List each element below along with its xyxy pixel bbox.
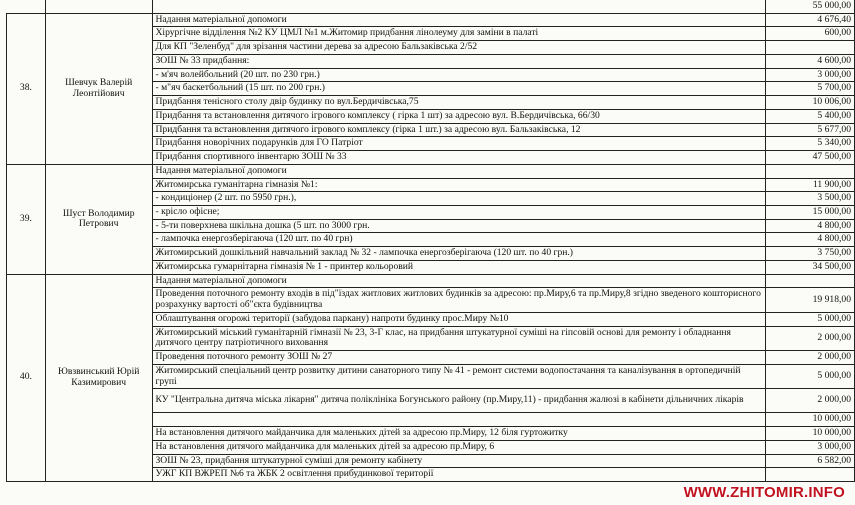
expense-description: На встановлення дитячого майданчика для маленьких дітей за адресою пр.Миру, 12 біля гуртожитку — [152, 427, 766, 441]
deputy-name: Шевчук Валерій Леонтійович — [45, 13, 152, 164]
expense-description: Придбання новорічних подарунків для ГО Патріот — [152, 137, 766, 151]
amount-cell — [766, 274, 855, 288]
expense-description: Проведення поточного ремонту ЗОШ № 27 — [152, 351, 766, 365]
amount-cell: 34 500,00 — [766, 260, 855, 274]
amount-cell: 5 400,00 — [766, 109, 855, 123]
expense-description: - 5-ти поверхнева шкільна дошка (5 шт. по 3000 грн. — [152, 219, 766, 233]
site-watermark: WWW.ZHITOMIR.INFO — [683, 484, 845, 501]
deputy-name: Ювзвинський Юрій Казимирович — [45, 274, 152, 481]
amount-cell: 6 582,00 — [766, 454, 855, 468]
expense-description: - крісло офісне; — [152, 206, 766, 220]
expense-description: Житомирська гуманітарна гімназія №1: — [152, 178, 766, 192]
amount-cell: 5 340,00 — [766, 137, 855, 151]
table-row — [7, 274, 855, 288]
expense-description: Житомирська гумарнітарна гімназія № 1 - принтер кольоровий — [152, 260, 766, 274]
expense-description: Придбання спортивного інвентарю ЗОШ № 33 — [152, 151, 766, 165]
amount-cell: 15 000,00 — [766, 206, 855, 220]
expense-description: КУ "Центральна дитяча міська лікарня" дитяча поліклініка Богунського району (пр.Миру,11) - придбання жалюзі в кабінети дільничних лікарів — [152, 389, 766, 413]
amount-cell: 2 000,00 — [766, 351, 855, 365]
budget-table — [6, 0, 855, 482]
amount-cell: 10 006,00 — [766, 96, 855, 110]
expense-description: ЗОШ № 23, придбання штукатурної суміші для ремонту кабінету — [152, 454, 766, 468]
amount-cell: 2 000,00 — [766, 326, 855, 350]
amount-cell — [766, 468, 855, 482]
amount-cell: 2 000,00 — [766, 389, 855, 413]
amount-cell: 5 700,00 — [766, 82, 855, 96]
amount-cell: 11 900,00 — [766, 178, 855, 192]
amount-cell: 10 000,00 — [766, 413, 855, 427]
table-row — [7, 164, 855, 178]
deputy-name: Шуст Володимир Петрович — [45, 164, 152, 274]
amount-cell: 5 000,00 — [766, 364, 855, 388]
expense-description: - м'яч волейбольний (20 шт. по 230 грн.) — [152, 68, 766, 82]
amount-cell: 3 000,00 — [766, 440, 855, 454]
row-number: 39. — [7, 164, 46, 274]
expense-description: ЗОШ № 33 придбання: — [152, 54, 766, 68]
amount-cell: 10 000,00 — [766, 427, 855, 441]
expense-description: Житомирський міський гуманітарній гімназії № 23, 3-Г клас, на придбання штукатурної суміші на гіпсовій основі для ремонту і обладнання дитячого центру патріотичного виховання — [152, 326, 766, 350]
expense-description: Хірургічне відділення №2 КУ ЦМЛ №1 м.Житомир придбання лінолеуму для заміни в палаті — [152, 27, 766, 41]
expense-description: Для КП "Зеленбуд" для зрізання частини дерева за адресою Бальзаківська 2/52 — [152, 41, 766, 55]
amount-cell — [766, 41, 855, 55]
expense-description: УЖГ КП ВЖРЕП №6 та ЖБК 2 освітлення прибудинкової території — [152, 468, 766, 482]
amount-cell — [766, 164, 855, 178]
expense-description: Придбання та встановлення дитячого ігрового комплексу ( гірка 1 шт) за адресою вул. В.Бердичівська, 66/30 — [152, 109, 766, 123]
expense-description: - кондиціонер (2 шт. по 5950 грн.), — [152, 192, 766, 206]
expense-description: Надання матеріальної допомоги — [152, 274, 766, 288]
amount-cell: 4 800,00 — [766, 219, 855, 233]
expense-description: Житомирський спеціальний центр розвитку дитини санаторного типу № 41 - ремонт системи водопостачання та каналізування в ортопедичній групі — [152, 364, 766, 388]
amount-cell: 4 800,00 — [766, 233, 855, 247]
amount-cell: 55 000,00 — [766, 0, 855, 13]
expense-description: На встановлення дитячого майданчика для маленьких дітей за адресою пр.Миру, 6 — [152, 440, 766, 454]
expense-description: Надання матеріальної допомоги — [152, 164, 766, 178]
empty-cell — [7, 0, 46, 13]
expense-description: Житомирський дошкільний навчальний заклад № 32 - лампочка енергозберігаюча (120 шт. по 40 грн.) — [152, 247, 766, 261]
table-row — [7, 13, 855, 27]
amount-cell: 600,00 — [766, 27, 855, 41]
expense-description: Надання матеріальної допомоги — [152, 13, 766, 27]
expense-description: - лампочка енергозберігаюча (120 шт. по 40 грн) — [152, 233, 766, 247]
amount-cell: 4 600,00 — [766, 54, 855, 68]
row-number: 40. — [7, 274, 46, 481]
expense-description: Придбання тенісного столу двір будинку по вул.Бердичівська,75 — [152, 96, 766, 110]
amount-cell: 5 677,00 — [766, 123, 855, 137]
expense-description: - м"яч баскетбольний (15 шт. по 200 грн.) — [152, 82, 766, 96]
expense-description: Придбання та встановлення дитячого ігрового комплексу (гірка 1 шт.) за адресою вул. Бальзаківська, 12 — [152, 123, 766, 137]
expense-description: Облаштування огорожі території (забудова паркану) напроти будинку прос.Миру №10 — [152, 312, 766, 326]
amount-cell: 4 676,40 — [766, 13, 855, 27]
amount-cell: 47 500,00 — [766, 151, 855, 165]
row-number: 38. — [7, 13, 46, 164]
amount-cell: 3 000,00 — [766, 68, 855, 82]
top-row — [7, 0, 855, 13]
expense-description — [152, 413, 766, 427]
expense-description: Проведення поточного ремонту входів в під"їздах житлових житлових будинків за адресою: пр.Миру,6 та пр.Миру,8 згідно зведеного кошторисного розрахунку вартості об"єкта будівництва — [152, 288, 766, 312]
amount-cell: 3 750,00 — [766, 247, 855, 261]
amount-cell: 3 500,00 — [766, 192, 855, 206]
amount-cell: 5 000,00 — [766, 312, 855, 326]
amount-cell: 19 918,00 — [766, 288, 855, 312]
empty-cell — [45, 0, 152, 13]
empty-cell — [152, 0, 766, 13]
